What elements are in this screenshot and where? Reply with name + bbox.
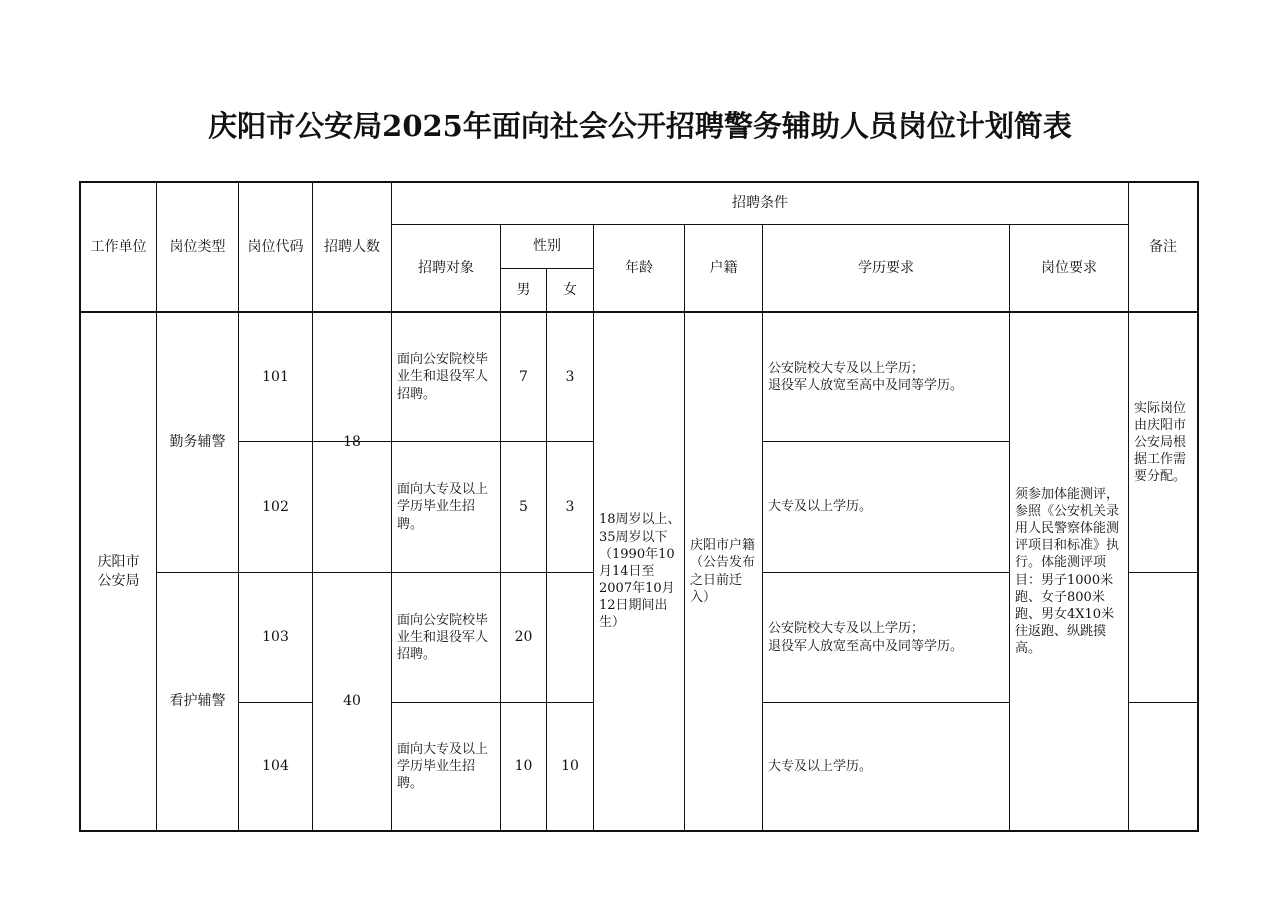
header-code: 岗位代码 [247, 238, 304, 255]
code-cell: 103 [262, 629, 289, 646]
female-count-cell: 10 [561, 758, 579, 775]
grid-line [1128, 702, 1198, 703]
target-cell: 面向大专及以上学历毕业生招聘。 [397, 482, 489, 532]
table-border-bottom [79, 830, 1199, 832]
grid-line [1128, 572, 1198, 573]
count-cell: 18 [343, 434, 361, 451]
male-count-cell: 10 [514, 758, 533, 775]
header-count: 招聘人数 [324, 238, 380, 255]
education-cell: 大专及以上学历。 [768, 758, 873, 774]
header-age: 年龄 [625, 259, 653, 276]
female-count-cell [547, 573, 593, 702]
page-title: 庆阳市公安局2025年面向社会公开招聘警务辅助人员岗位计划简表 [208, 109, 1072, 143]
header-job-requirement: 岗位要求 [1041, 259, 1097, 276]
male-count-cell: 5 [519, 498, 528, 515]
hukou-cell: 庆阳市户籍（公告发布之日前迁入） [690, 538, 756, 605]
remark-cell: 实际岗位由庆阳市公安局根据工作需要分配。 [1134, 400, 1187, 485]
target-cell: 面向公安院校毕业生和退役军人招聘。 [397, 352, 489, 402]
type-cell: 勤务辅警 [169, 434, 226, 451]
header-male: 男 [516, 281, 531, 298]
male-count-cell: 7 [519, 368, 528, 385]
education-cell: 公安院校大专及以上学历； 退役军人放宽至高中及同等学历。 [768, 621, 964, 654]
header-type: 岗位类型 [169, 238, 226, 255]
male-count-cell: 20 [514, 629, 533, 646]
count-cell: 40 [343, 693, 361, 710]
education-cell: 公安院校大专及以上学历； 退役军人放宽至高中及同等学历。 [768, 360, 964, 393]
header-target: 招聘对象 [418, 259, 474, 276]
header-conditions: 招聘条件 [732, 195, 788, 212]
header-remark: 备注 [1149, 238, 1177, 255]
header-gender: 性别 [533, 238, 561, 255]
header-female: 女 [563, 281, 577, 298]
unit-cell: 庆阳市 公安局 [97, 553, 140, 589]
code-cell: 102 [262, 498, 289, 515]
female-count-cell: 3 [565, 498, 575, 515]
target-cell: 面向大专及以上学历毕业生招聘。 [397, 741, 489, 792]
target-cell: 面向公安院校毕业生和退役军人招聘。 [397, 612, 489, 663]
header-unit: 工作单位 [90, 238, 147, 255]
female-count-cell: 3 [565, 368, 575, 385]
header-education: 学历要求 [858, 259, 914, 276]
age-cell: 18周岁以上、35周岁以下（1990年10月14日至2007年10月12日期间出生） [599, 512, 681, 631]
type-cell: 看护辅警 [169, 693, 226, 710]
table-border-right [1197, 181, 1199, 832]
job-requirement-cell: 须参加体能测评，参照《公安机关录用人民警察体能测评项目和标准》执行。体能测评项目：男子1000米跑、女子800米跑、男女4X10米往返跑、纵跳摸高。 [1015, 486, 1120, 657]
code-cell: 104 [262, 758, 289, 775]
education-cell: 大专及以上学历。 [768, 499, 873, 515]
header-hukou: 户籍 [709, 259, 738, 276]
code-cell: 101 [262, 368, 289, 385]
